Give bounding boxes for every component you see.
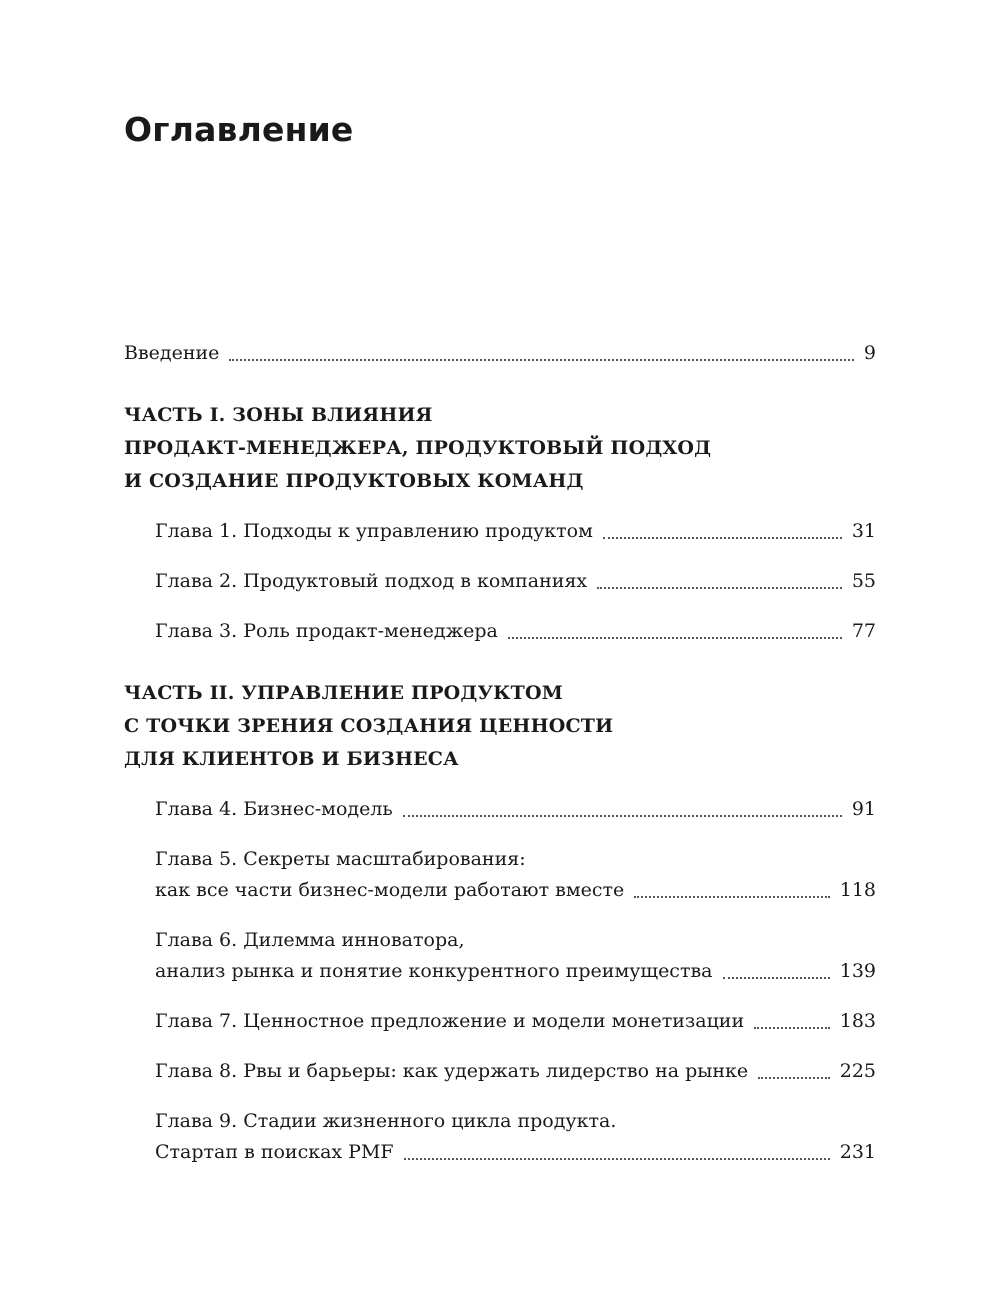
part-heading-2 [124, 677, 876, 776]
table-of-contents [124, 338, 876, 1168]
dot-leader [403, 815, 842, 817]
part-heading-line: С ТОЧКИ ЗРЕНИЯ СОЗДАНИЯ ЦЕННОСТИ [124, 715, 614, 737]
toc-entry-label: Глава 9. Стадии жизненного цикла продукта. [155, 1110, 617, 1132]
toc-entry-label-continued: анализ рынка и понятие конкурентного преимущества [155, 960, 713, 982]
toc-page-number: 91 [851, 798, 876, 820]
toc-entry-chapter-2[interactable] [124, 566, 876, 597]
part-heading-1 [124, 399, 876, 498]
toc-entry-chapter-8[interactable] [124, 1056, 876, 1087]
toc-page-number: 231 [839, 1141, 876, 1163]
page-title: Оглавление [124, 110, 354, 149]
toc-page-number: 77 [851, 620, 876, 642]
toc-page-number: 118 [839, 879, 876, 901]
toc-entry-chapter-6[interactable] [124, 925, 876, 987]
toc-page-number: 9 [863, 342, 876, 364]
toc-entry-label: Глава 1. Подходы к управлению продуктом [155, 520, 593, 542]
part-heading-line: ДЛЯ КЛИЕНТОВ И БИЗНЕСА [124, 748, 459, 770]
toc-entry-introduction[interactable] [124, 338, 876, 369]
dot-leader [508, 637, 842, 639]
toc-entry-chapter-1[interactable] [124, 516, 876, 547]
toc-entry-label: Глава 5. Секреты масштабирования: [155, 848, 526, 870]
toc-entry-chapter-9[interactable] [124, 1106, 876, 1168]
part-heading-line: ПРОДАКТ-МЕНЕДЖЕРА, ПРОДУКТОВЫЙ ПОДХОД [124, 437, 712, 459]
toc-page-number: 225 [839, 1060, 876, 1082]
part-heading-line: ЧАСТЬ II. УПРАВЛЕНИЕ ПРОДУКТОМ [124, 682, 563, 704]
toc-entry-chapter-7[interactable] [124, 1006, 876, 1037]
toc-entry-label-continued: как все части бизнес-модели работают вместе [155, 879, 625, 901]
toc-entry-label: Глава 7. Ценностное предложение и модели монетизации [155, 1010, 745, 1032]
toc-entry-label: Глава 2. Продуктовый подход в компаниях [155, 570, 588, 592]
dot-leader [758, 1077, 830, 1079]
toc-entry-label: Глава 8. Рвы и барьеры: как удержать лидерство на рынке [155, 1060, 749, 1082]
toc-entry-label: Введение [124, 342, 220, 364]
toc-entry-label-continued: Стартап в поисках PMF [155, 1141, 394, 1163]
part-heading-line: ЧАСТЬ I. ЗОНЫ ВЛИЯНИЯ [124, 404, 433, 426]
toc-page-number: 183 [839, 1010, 876, 1032]
toc-page-number: 55 [851, 570, 876, 592]
toc-entry-label: Глава 3. Роль продакт-менеджера [155, 620, 498, 642]
toc-page-number: 31 [851, 520, 876, 542]
dot-leader [603, 537, 842, 539]
toc-entry-chapter-4[interactable] [124, 794, 876, 825]
toc-entry-chapter-5[interactable] [124, 844, 876, 906]
toc-entry-label: Глава 6. Дилемма инноватора, [155, 929, 465, 951]
dot-leader [404, 1158, 830, 1160]
dot-leader [723, 977, 830, 979]
dot-leader [597, 587, 842, 589]
part-heading-line: И СОЗДАНИЕ ПРОДУКТОВЫХ КОМАНД [124, 470, 584, 492]
dot-leader [634, 896, 829, 898]
dot-leader [754, 1027, 830, 1029]
dot-leader [229, 359, 853, 361]
toc-page-number: 139 [839, 960, 876, 982]
toc-entry-label: Глава 4. Бизнес-модель [155, 798, 393, 820]
toc-entry-chapter-3[interactable] [124, 616, 876, 647]
